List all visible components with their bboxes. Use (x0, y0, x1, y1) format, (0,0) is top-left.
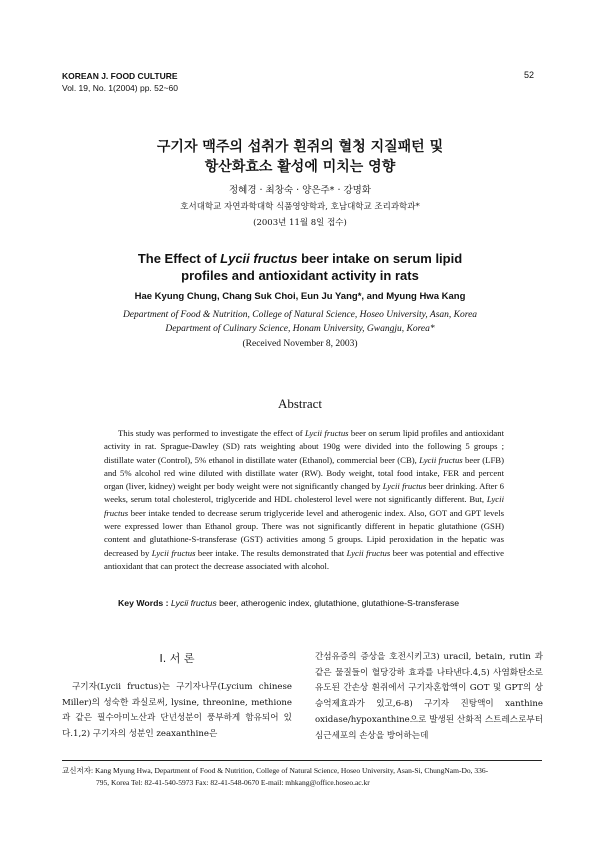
page-number: 52 (523, 70, 534, 80)
korean-title (0, 137, 600, 177)
footnote-divider (62, 760, 542, 761)
korean-affiliation: 호서대학교 자연과학대학 식품영양학과, 호남대학교 조리과학과* (180, 202, 420, 212)
english-affiliation (0, 308, 600, 336)
keywords-label: Key Words : (118, 598, 171, 608)
corresponding-author-footnote (62, 765, 542, 789)
english-title-line1 (0, 250, 600, 267)
footnote-line2: 795, Korea Tel: 82-41-540-5973 Fax: 82-41-548-0670 E-mail: mhkang@office.hoseo.ac.kr (96, 778, 370, 787)
body-left-text: 구기자(Lycii fructus)는 구기자나무(Lycium chinese Miller)의 성숙한 과실로써, lysine, threonine, methione과 같은 필수아미노산과 단넌성분이 풍부하게 함유되어 있다.1,2) 구기자의 성분인 zeaxanthine은 (62, 682, 292, 740)
english-title-species: Lycii fructus (220, 251, 298, 266)
english-title (0, 250, 600, 284)
english-title-text: The Effect of (137, 251, 221, 266)
korean-received-date: (2003년 11월 8일 접수) (253, 218, 347, 228)
abstract-heading: Abstract (277, 396, 323, 411)
journal-header (62, 70, 178, 94)
footnote-line1: 교신저자: Kang Myung Hwa, Department of Food & Nutrition, College of Natural Science, Hoseo University, Asan-Si, ChungNam-Do, 336- (62, 766, 489, 775)
abstract-body: This study was performed to investigate the effect of Lycii fructus beer on serum lipid profiles and antioxidant activity in rat. Sprague-Dawley (SD) rats weighting about 190g were divided into the following 5 groups ; distillate water (Control), 5% ethanol in distillate water (Ethanol), commercial beer (CB), Lycii fructus beer (LFB) and 5% alcohol red wine diluted with distillate water (RW). Body weight, total food intake, FER and percent organ (liver, kidney) weight per body weight were not significantly changed by Lycii fructus beer drinking. After 6 weeks, serum total cholesterol, triglyceride and HDL cholesterol level were not significantly different. But, Lycii fructus beer intake tended to decrease serum triglyceride level and atherogenic index. Also, GOT and GPT levels were expressed lower than Ethanol group. There was not significantly different in hepatic glutathione (GSH) content and glutathione-S-transferase (GST) activities among 5 groups. Lipid peroxidation in the hepatic was decreased by Lycii fructus beer intake. The results demonstrated that Lycii fructus beer was potential and effective antioxidant that can protect the decrease associated with alcohol. (104, 428, 505, 571)
english-title-line2: profiles and antioxidant activity in rats (181, 268, 419, 283)
english-affiliation-line1: Department of Food & Nutrition, College of Natural Science, Hoseo University, Asan, Korea (122, 310, 478, 320)
keywords-list: beer, atherogenic index, glutathione, glutathione-S-transferase (216, 598, 460, 608)
english-authors: Hae Kyung Chung, Chang Suk Choi, Eun Ju Yang*, and Myung Hwa Kang (134, 291, 466, 302)
keywords-species: Lycii fructus (170, 598, 217, 608)
body-left-column (62, 650, 292, 743)
journal-name: KOREAN J. FOOD CULTURE (62, 71, 178, 81)
body-right-column (315, 650, 543, 744)
english-affiliation-line2: Department of Culinary Science, Honam University, Gwangju, Korea* (165, 324, 435, 334)
volume-info: Vol. 19, No. 1(2004) pp. 52~60 (62, 83, 179, 93)
korean-title-line1: 구기자 맥주의 섭취가 흰쥐의 혈청 지질패턴 및 (156, 139, 444, 155)
korean-authors: 정혜경 · 최창숙 · 양은주* · 강명화 (228, 185, 372, 196)
section-heading-introduction: I. 서 론 (159, 652, 195, 665)
korean-title-line2: 항산화효소 활성에 미치는 영향 (204, 159, 396, 175)
keywords (118, 598, 459, 608)
body-right-text: 간섬유증의 증상을 호전시키고3) uracil, betain, rutin 과 같은 물질들이 혈당강하 효과를 나타낸다.4,5) 사염화탄소로 유도된 간손상 흰쥐에서 구기자혼합액이 GOT 및 GPT의 상승억제효과가 있고,6-8) 구기자 진탕액이 xanthine oxidase/hypoxanthine으로 발생된 산화적 스트레스로부터 심근세포의 손상을 방어하는데 (315, 652, 543, 741)
english-received-date: (Received November 8, 2003) (242, 339, 358, 349)
english-title-text-rest: beer intake on serum lipid (297, 251, 463, 266)
